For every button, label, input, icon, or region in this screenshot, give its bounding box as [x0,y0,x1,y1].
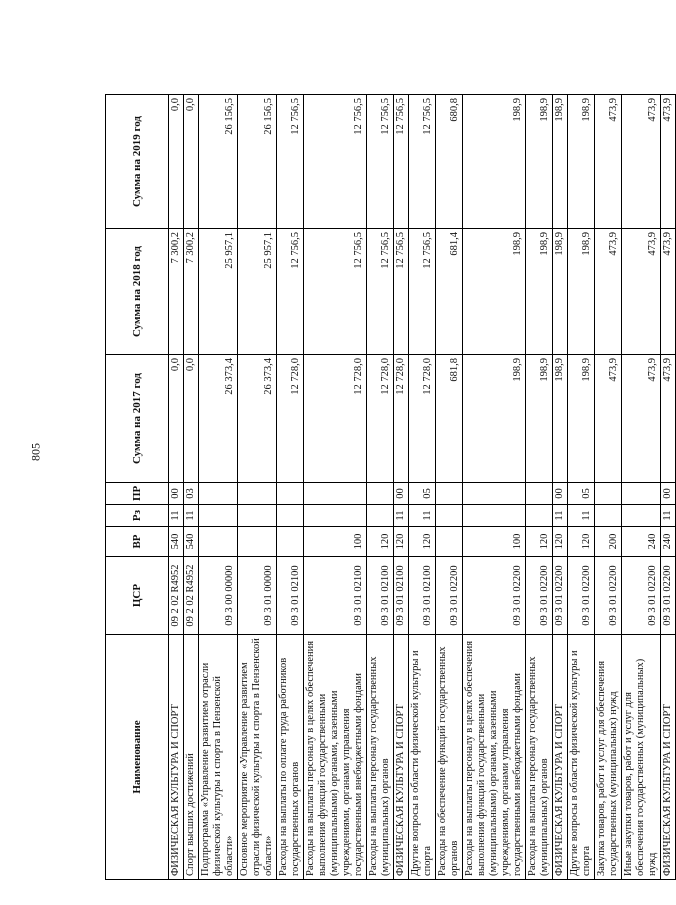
cell-sum-2017: 12 728,0 [304,355,367,483]
cell-sum-2018: 198,9 [553,229,568,355]
cell-sum-2017: 198,9 [526,355,553,483]
table-row [394,95,409,880]
cell-name: Подпрограмма «Управление развитием отрасли физической культуры и спорта в Пензенской области» [199,635,238,880]
cell-rz: 11 [409,505,436,527]
cell-pr: 05 [568,483,595,505]
header-sum-2018: Сумма на 2018 год [106,229,169,355]
cell-rz [304,505,367,527]
cell-rz [622,505,661,527]
table-row [553,95,568,880]
cell-name: Расходы на выплаты персоналу государственных (муниципальных) органов [526,635,553,880]
cell-pr [199,483,238,505]
cell-sum-2018: 473,9 [595,229,622,355]
cell-vr: 120 [394,527,409,557]
table-body [169,95,676,880]
header-pr: ПР [106,483,169,505]
table-row [436,95,463,880]
cell-sum-2017: 12 728,0 [367,355,394,483]
cell-sum-2017: 198,9 [568,355,595,483]
cell-csr: 09 3 01 02200 [568,557,595,635]
cell-rz [463,505,526,527]
cell-pr [238,483,277,505]
table-row [367,95,394,880]
cell-vr: 120 [526,527,553,557]
cell-name: Расходы на выплаты персоналу в целях обеспечения выполнения функций государственными (муниципальными) органами, казенными учреждениями, органами управления государственными внебюджетными фондами [463,635,526,880]
rotated-table-container [105,95,673,880]
cell-sum-2019: 680,8 [436,95,463,229]
cell-sum-2017: 198,9 [553,355,568,483]
cell-sum-2017: 12 728,0 [394,355,409,483]
cell-rz [436,505,463,527]
cell-sum-2017: 198,9 [463,355,526,483]
cell-rz: 11 [553,505,568,527]
cell-name: Расходы на выплаты по оплате труда работников государственных органов [277,635,304,880]
cell-name: ФИЗИЧЕСКАЯ КУЛЬТУРА И СПОРТ [553,635,568,880]
cell-vr [436,527,463,557]
cell-sum-2019: 198,9 [553,95,568,229]
cell-name: Расходы на выплаты персоналу государственных (муниципальных) органов [367,635,394,880]
cell-csr: 09 3 01 02100 [367,557,394,635]
cell-sum-2017: 12 728,0 [277,355,304,483]
cell-vr: 240 [661,527,676,557]
header-row [106,95,169,880]
table-row [409,95,436,880]
cell-sum-2019: 473,9 [622,95,661,229]
header-sum-2017: Сумма на 2017 год [106,355,169,483]
cell-sum-2018: 12 756,5 [409,229,436,355]
cell-name: Спорт высших достижений [184,635,199,880]
table-row [595,95,622,880]
cell-csr: 09 3 01 02200 [553,557,568,635]
cell-csr: 09 3 01 02200 [661,557,676,635]
cell-sum-2018: 25 957,1 [238,229,277,355]
cell-pr: 05 [409,483,436,505]
cell-sum-2018: 198,9 [463,229,526,355]
cell-sum-2019: 26 156,5 [199,95,238,229]
table-row [169,95,184,880]
table-row [184,95,199,880]
cell-csr: 09 3 01 02100 [277,557,304,635]
cell-rz: 11 [568,505,595,527]
cell-pr: 03 [184,483,199,505]
cell-name: Основное мероприятие «Управление развитием отрасли физической культуры и спорта в Пензенской области» [238,635,277,880]
cell-vr: 120 [568,527,595,557]
cell-name: ФИЗИЧЕСКАЯ КУЛЬТУРА И СПОРТ [661,635,676,880]
cell-vr: 240 [622,527,661,557]
cell-csr: 09 2 02 R4952 [184,557,199,635]
cell-sum-2017: 12 728,0 [409,355,436,483]
cell-pr [277,483,304,505]
cell-vr [238,527,277,557]
cell-csr: 09 3 01 00000 [238,557,277,635]
cell-vr: 540 [169,527,184,557]
cell-sum-2018: 25 957,1 [199,229,238,355]
cell-sum-2019: 12 756,5 [367,95,394,229]
cell-sum-2019: 12 756,5 [409,95,436,229]
cell-sum-2019: 0,0 [184,95,199,229]
cell-csr: 09 3 01 02200 [622,557,661,635]
cell-pr: 00 [553,483,568,505]
cell-sum-2018: 7 300,2 [184,229,199,355]
cell-csr: 09 3 00 00000 [199,557,238,635]
cell-pr [622,483,661,505]
cell-rz: 11 [169,505,184,527]
cell-csr: 09 3 01 02100 [304,557,367,635]
cell-pr [367,483,394,505]
cell-sum-2017: 0,0 [184,355,199,483]
cell-name: Расходы на выплаты персоналу в целях обеспечения выполнения функций государственными (муниципальными) органами, казенными учреждениями, органами управления государственными внебюджетными фондами [304,635,367,880]
cell-sum-2018: 473,9 [622,229,661,355]
cell-sum-2019: 12 756,5 [304,95,367,229]
table-row [526,95,553,880]
cell-sum-2018: 198,9 [526,229,553,355]
cell-sum-2017: 26 373,4 [199,355,238,483]
cell-rz: 11 [394,505,409,527]
header-csr: ЦСР [106,557,169,635]
header-sum-2019: Сумма на 2019 год [106,95,169,229]
cell-rz [595,505,622,527]
cell-vr: 100 [304,527,367,557]
cell-sum-2019: 12 756,5 [394,95,409,229]
budget-table [105,94,676,880]
cell-csr: 09 3 01 02200 [463,557,526,635]
cell-pr: 00 [394,483,409,505]
cell-csr: 09 3 01 02200 [526,557,553,635]
cell-rz [238,505,277,527]
cell-csr: 09 3 01 02100 [394,557,409,635]
cell-name: Другие вопросы в области физической культуры и спорта [568,635,595,880]
cell-sum-2018: 12 756,5 [304,229,367,355]
cell-sum-2018: 12 756,5 [367,229,394,355]
cell-sum-2019: 198,9 [526,95,553,229]
cell-sum-2017: 473,9 [622,355,661,483]
cell-pr [436,483,463,505]
cell-name: Закупка товаров, работ и услуг для обеспечения государственных (муниципальных) нужд [595,635,622,880]
header-name: Наименование [106,635,169,880]
cell-sum-2017: 473,9 [595,355,622,483]
cell-sum-2019: 26 156,5 [238,95,277,229]
cell-name: ФИЗИЧЕСКАЯ КУЛЬТУРА И СПОРТ [394,635,409,880]
cell-vr: 120 [367,527,394,557]
cell-csr: 09 3 01 02200 [436,557,463,635]
cell-sum-2017: 473,9 [661,355,676,483]
cell-vr [277,527,304,557]
cell-sum-2019: 198,9 [568,95,595,229]
cell-vr: 540 [184,527,199,557]
cell-sum-2018: 12 756,5 [277,229,304,355]
cell-sum-2018: 198,9 [568,229,595,355]
cell-sum-2019: 473,9 [595,95,622,229]
table-row [277,95,304,880]
table-row [238,95,277,880]
table-row [304,95,367,880]
cell-pr: 00 [661,483,676,505]
cell-sum-2017: 681,8 [436,355,463,483]
cell-pr: 00 [169,483,184,505]
cell-pr [463,483,526,505]
cell-rz: 11 [661,505,676,527]
table-row [199,95,238,880]
cell-vr: 120 [409,527,436,557]
cell-sum-2018: 473,9 [661,229,676,355]
cell-sum-2019: 198,9 [463,95,526,229]
cell-rz [367,505,394,527]
cell-rz [526,505,553,527]
cell-pr [595,483,622,505]
cell-sum-2018: 12 756,5 [394,229,409,355]
cell-rz [199,505,238,527]
cell-sum-2017: 0,0 [169,355,184,483]
cell-sum-2018: 7 300,2 [169,229,184,355]
cell-name: Иные закупки товаров, работ и услуг для обеспечения государственных (муниципальных) нужд [622,635,661,880]
cell-sum-2019: 12 756,5 [277,95,304,229]
cell-rz: 11 [184,505,199,527]
cell-pr [526,483,553,505]
header-vr: ВР [106,527,169,557]
cell-rz [277,505,304,527]
cell-vr: 100 [463,527,526,557]
table-row [661,95,676,880]
cell-csr: 09 3 01 02200 [595,557,622,635]
cell-name: ФИЗИЧЕСКАЯ КУЛЬТУРА И СПОРТ [169,635,184,880]
cell-vr [199,527,238,557]
cell-sum-2019: 0,0 [169,95,184,229]
cell-vr: 200 [595,527,622,557]
cell-csr: 09 3 01 02100 [409,557,436,635]
table-row [568,95,595,880]
cell-vr: 120 [553,527,568,557]
table-row [622,95,661,880]
cell-sum-2018: 681,4 [436,229,463,355]
cell-sum-2017: 26 373,4 [238,355,277,483]
header-rz: Рз [106,505,169,527]
table-row [463,95,526,880]
page-number: 805 [28,443,43,461]
cell-pr [304,483,367,505]
cell-name: Расходы на обеспечение функций государственных органов [436,635,463,880]
cell-csr: 09 2 02 R4952 [169,557,184,635]
cell-name: Другие вопросы в области физической культуры и спорта [409,635,436,880]
cell-sum-2019: 473,9 [661,95,676,229]
